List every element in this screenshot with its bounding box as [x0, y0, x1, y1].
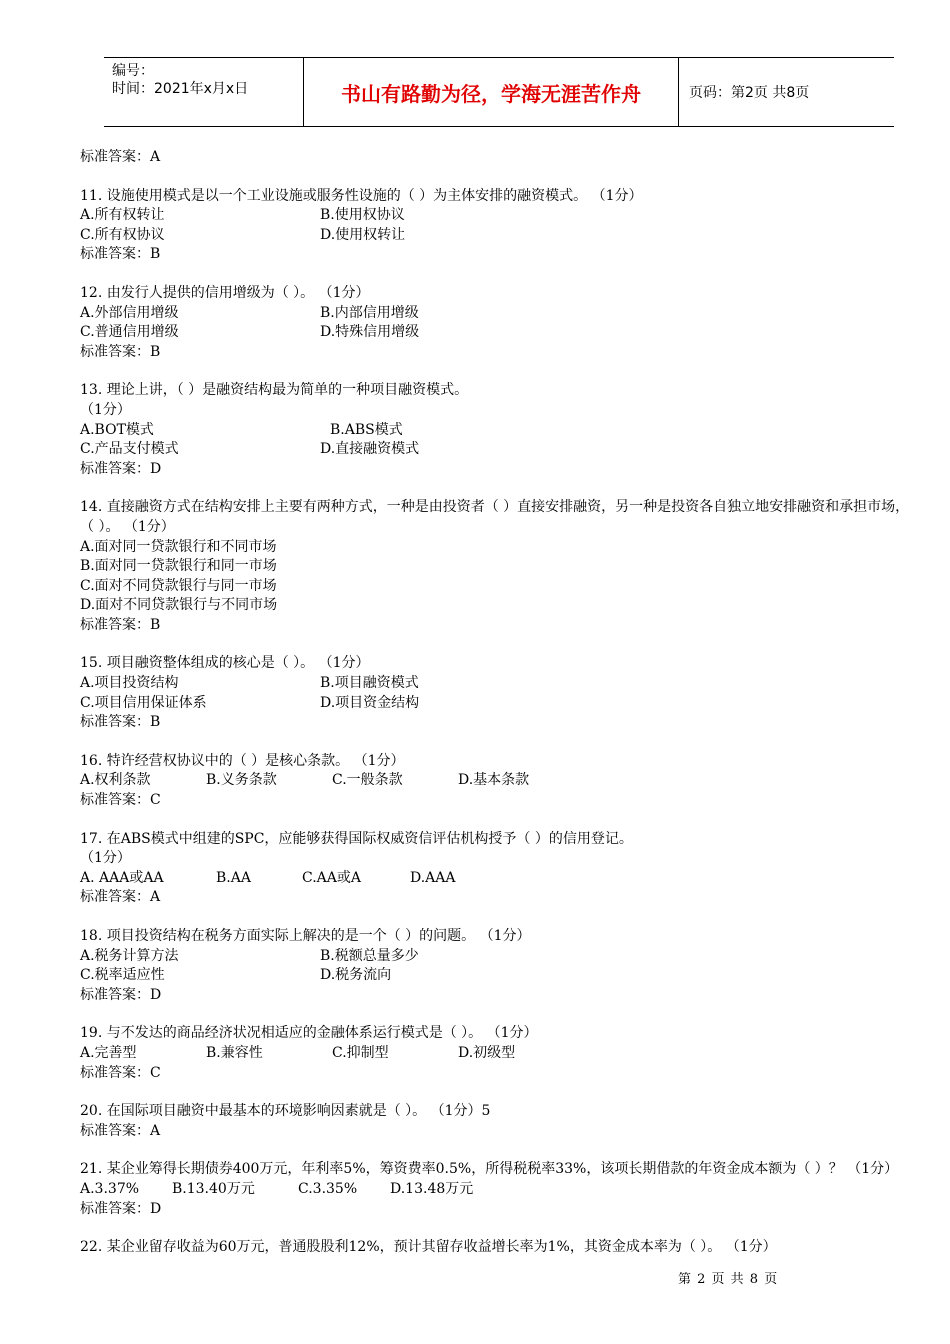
option-c: C.面对不同贷款银行与同一市场: [80, 577, 277, 594]
option-d: D.使用权转让: [320, 226, 406, 243]
answer-line: 标准答案：B: [80, 714, 161, 731]
option-d: D.项目资金结构: [320, 694, 420, 711]
option-a: A.外部信用增级: [80, 304, 179, 321]
question-text: 16. 特许经营权协议中的（ ）是核心条款。 （1分）: [80, 752, 405, 769]
question-16: [80, 752, 915, 811]
question-18: [80, 927, 915, 1005]
option-c: C.一般条款: [332, 772, 403, 789]
question-score: （1分）: [80, 401, 131, 418]
option-c: C.AA或A: [302, 869, 361, 886]
answer-line: 标准答案：B: [80, 343, 161, 360]
option-b: B.使用权协议: [320, 207, 405, 224]
option-c: C.3.35%: [298, 1180, 358, 1197]
question-22: [80, 1238, 915, 1258]
question-text: 17. 在ABS模式中组建的SPC，应能够获得国际权威资信评估机构授予（ ）的信用登记。: [80, 830, 633, 847]
question-11: [80, 187, 915, 265]
option-d: D.特殊信用增级: [320, 324, 420, 341]
question-text: 13. 理论上讲，（ ）是融资结构最为简单的一种项目融资模式。: [80, 382, 469, 399]
option-a: A.权利条款: [80, 772, 151, 789]
number-label: 编号：: [112, 63, 154, 79]
question-text: 15. 项目融资整体组成的核心是（ ）。 （1分）: [80, 655, 370, 672]
answer-line: 标准答案：A: [80, 1122, 161, 1139]
option-a: A.面对同一贷款银行和不同市场: [80, 538, 277, 555]
option-d: D.税务流向: [320, 967, 392, 984]
question-20: [80, 1102, 915, 1141]
option-c: C.税率适应性: [80, 967, 165, 984]
header-meta: [104, 58, 304, 126]
option-row: [80, 1180, 915, 1200]
option-a: A.3.37%: [80, 1180, 140, 1197]
option-b: B.ABS模式: [330, 421, 403, 438]
answer-line: 标准答案：A: [80, 149, 161, 165]
question-text: 12. 由发行人提供的信用增级为（ ）。 （1分）: [80, 284, 370, 301]
option-c: C.抑制型: [332, 1044, 389, 1061]
question-14: [80, 498, 915, 635]
option-a: A.税务计算方法: [80, 947, 179, 964]
option-row: [80, 421, 915, 441]
option-row: [80, 1044, 915, 1064]
question-19: [80, 1024, 915, 1083]
answer-line: 标准答案：C: [80, 792, 161, 809]
option-row: [80, 694, 915, 714]
option-b: B.AA: [216, 869, 251, 886]
answer-line: 标准答案：A: [80, 889, 161, 906]
answer-line: 标准答案：C: [80, 1064, 161, 1081]
option-a: A.所有权转让: [80, 207, 165, 224]
answer-line: 标准答案：B: [80, 246, 161, 263]
option-a: A.BOT模式: [80, 421, 154, 438]
page-header: [104, 57, 894, 127]
option-d: D.13.48万元: [390, 1180, 474, 1197]
answer-line: 标准答案：B: [80, 616, 161, 633]
question-21: [80, 1160, 915, 1219]
option-row: [80, 323, 915, 343]
question-12: [80, 284, 915, 362]
option-row: [80, 206, 915, 226]
option-d: D.AAA: [410, 869, 456, 886]
option-d: D.面对不同贷款银行与不同市场: [80, 597, 278, 614]
question-score: （1分）: [80, 850, 131, 867]
option-b: B.13.40万元: [172, 1180, 255, 1197]
option-a: A.项目投资结构: [80, 675, 179, 692]
option-row: [80, 226, 915, 246]
question-text: 20. 在国际项目融资中最基本的环境影响因素就是（ ）。 （1分）5: [80, 1103, 491, 1120]
option-d: D.直接融资模式: [320, 441, 420, 458]
question-15: [80, 654, 915, 732]
question-list: [80, 148, 915, 1277]
option-c: C.项目信用保证体系: [80, 694, 207, 711]
question-text: 18. 项目投资结构在税务方面实际上解决的是一个（ ）的问题。 （1分）: [80, 928, 531, 944]
question-text: 11. 设施使用模式是以一个工业设施或服务性设施的（ ）为主体安排的融资模式。 （1分）: [80, 187, 643, 204]
option-b: B.项目融资模式: [320, 675, 419, 692]
option-a: A. AAA或AA: [80, 869, 164, 886]
option-c: C.产品支付模式: [80, 441, 179, 458]
time-label: 时间：2021年x月x日: [112, 81, 249, 97]
answer-line: 标准答案：D: [80, 460, 162, 477]
option-b: B.税额总量多少: [320, 947, 419, 964]
option-b: B.内部信用增级: [320, 304, 419, 321]
answer-line: 标准答案：D: [80, 986, 162, 1003]
header-motto: 书山有路勤为径，学海无涯苦作舟: [304, 58, 679, 126]
option-row: [80, 869, 915, 889]
answer-line: 标准答案：D: [80, 1200, 162, 1217]
option-row: [80, 674, 915, 694]
option-d: D.初级型: [458, 1044, 516, 1061]
question-text: 19. 与不发达的商品经济状况相适应的金融体系运行模式是（ ）。 （1分）: [80, 1025, 538, 1042]
option-c: C.普通信用增级: [80, 324, 179, 341]
question-text: 22. 某企业留存收益为60万元，普通股股利12%，预计其留存收益增长率为1%，其资金成本率为（ ）。 （1分）: [80, 1239, 777, 1256]
option-b: B.面对同一贷款银行和同一市场: [80, 558, 277, 575]
top-answer-block: [80, 148, 915, 168]
question-text: 14. 直接融资方式在结构安排上主要有两种方式，一种是由投资者（ ）直接安排融资，另一种是投资各自独立地安排融资和承担市场，（ ）。 （1分）: [80, 499, 910, 535]
question-17: [80, 830, 915, 908]
question-text: 21. 某企业筹得长期债券400万元，年利率5%，筹资费率0.5%，所得税税率33%，该项长期借款的年资金成本额为（ ）？ （1分）: [80, 1161, 899, 1178]
option-row: [80, 947, 915, 967]
option-row: [80, 771, 915, 791]
option-b: B.义务条款: [206, 772, 277, 789]
option-a: A.完善型: [80, 1044, 137, 1061]
question-13: [80, 381, 915, 479]
option-d: D.基本条款: [458, 772, 530, 789]
option-c: C.所有权协议: [80, 226, 165, 243]
header-page-label: 页码：第2页 共8页: [689, 85, 810, 101]
option-b: B.兼容性: [206, 1044, 263, 1061]
page-footer: 第 2 页 共 8 页: [678, 1272, 779, 1287]
option-row: [80, 440, 915, 460]
option-row: [80, 966, 915, 986]
option-row: [80, 304, 915, 324]
